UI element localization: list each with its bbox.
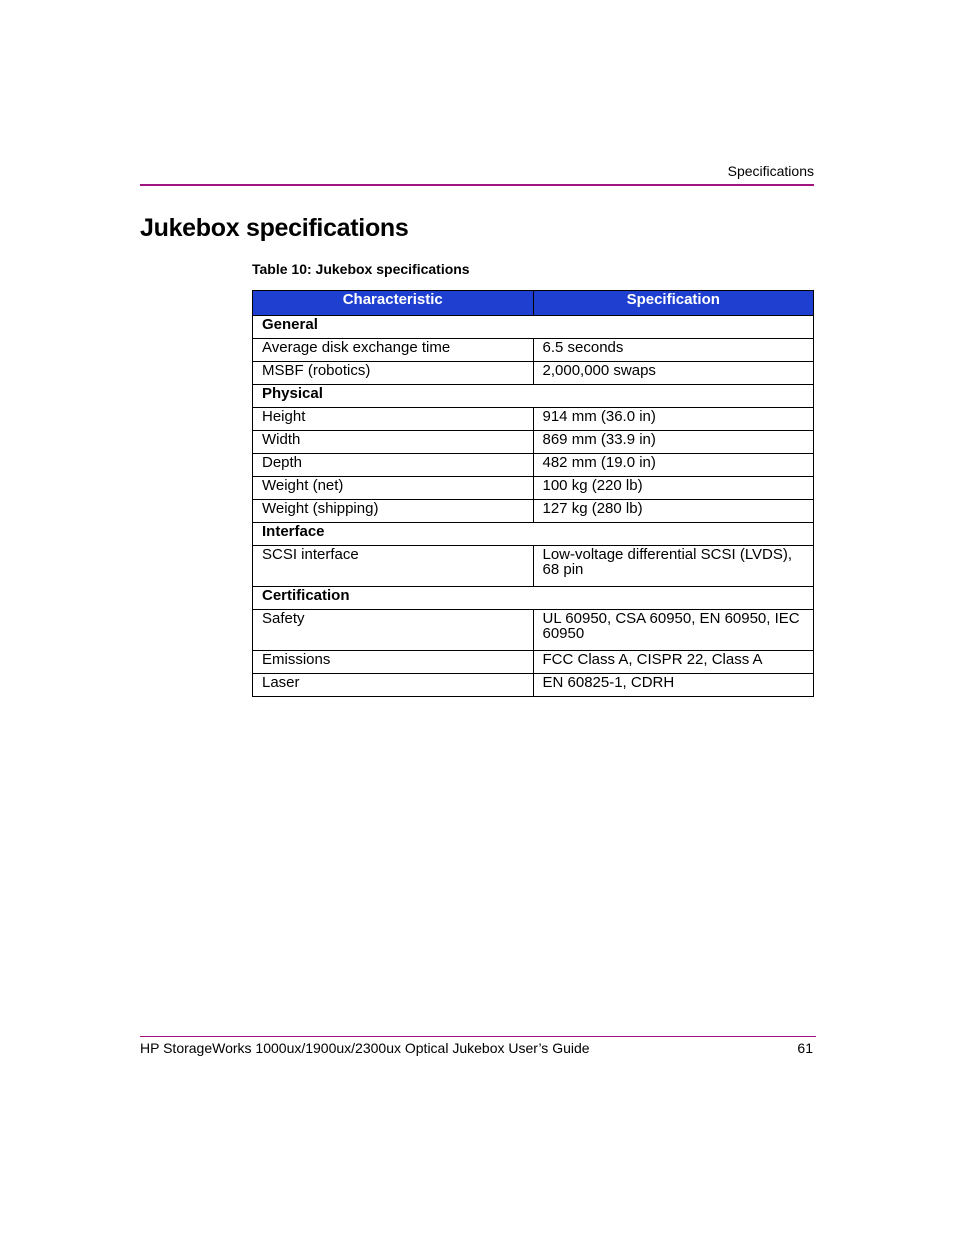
characteristic-cell: Safety [253, 610, 534, 651]
characteristic-cell: Weight (net) [253, 477, 534, 500]
section-label: Physical [253, 385, 814, 408]
table-row [253, 431, 814, 454]
table-row [253, 454, 814, 477]
section-label: Interface [253, 523, 814, 546]
page-number: 61 [797, 1040, 813, 1056]
specification-cell: 100 kg (220 lb) [533, 477, 814, 500]
running-header: Specifications [727, 163, 814, 179]
characteristic-cell: Average disk exchange time [253, 339, 534, 362]
footer-guide-title: HP StorageWorks 1000ux/1900ux/2300ux Optical Jukebox User’s Guide [140, 1040, 590, 1056]
characteristic-cell: Laser [253, 674, 534, 697]
section-label: Certification [253, 587, 814, 610]
characteristic-cell: Height [253, 408, 534, 431]
table-row [253, 408, 814, 431]
table-row [253, 362, 814, 385]
specification-cell: 127 kg (280 lb) [533, 500, 814, 523]
section-row [253, 587, 814, 610]
characteristic-cell: Emissions [253, 651, 534, 674]
section-row [253, 385, 814, 408]
table-row [253, 500, 814, 523]
characteristic-cell: Width [253, 431, 534, 454]
specification-cell: FCC Class A, CISPR 22, Class A [533, 651, 814, 674]
footer-rule [140, 1036, 816, 1037]
characteristic-cell: Weight (shipping) [253, 500, 534, 523]
section-row [253, 523, 814, 546]
table-caption: Table 10: Jukebox specifications [252, 261, 470, 277]
specification-cell: Low-voltage differential SCSI (LVDS), 68 pin [533, 546, 814, 587]
page-title: Jukebox specifications [140, 214, 409, 242]
column-header-characteristic: Characteristic [253, 291, 534, 316]
table-row [253, 674, 814, 697]
specification-cell: UL 60950, CSA 60950, EN 60950, IEC 60950 [533, 610, 814, 651]
table-row [253, 651, 814, 674]
specification-cell: 914 mm (36.0 in) [533, 408, 814, 431]
table-header-row [253, 291, 814, 316]
spec-table [252, 290, 814, 697]
table-row [253, 477, 814, 500]
table-row [253, 339, 814, 362]
section-label: General [253, 316, 814, 339]
specification-cell: 869 mm (33.9 in) [533, 431, 814, 454]
characteristic-cell: SCSI interface [253, 546, 534, 587]
table-row [253, 610, 814, 651]
specification-cell: EN 60825-1, CDRH [533, 674, 814, 697]
characteristic-cell: MSBF (robotics) [253, 362, 534, 385]
specification-cell: 6.5 seconds [533, 339, 814, 362]
section-row [253, 316, 814, 339]
column-header-specification: Specification [533, 291, 814, 316]
table-row [253, 546, 814, 587]
specification-cell: 2,000,000 swaps [533, 362, 814, 385]
characteristic-cell: Depth [253, 454, 534, 477]
specification-cell: 482 mm (19.0 in) [533, 454, 814, 477]
header-rule [140, 184, 814, 186]
